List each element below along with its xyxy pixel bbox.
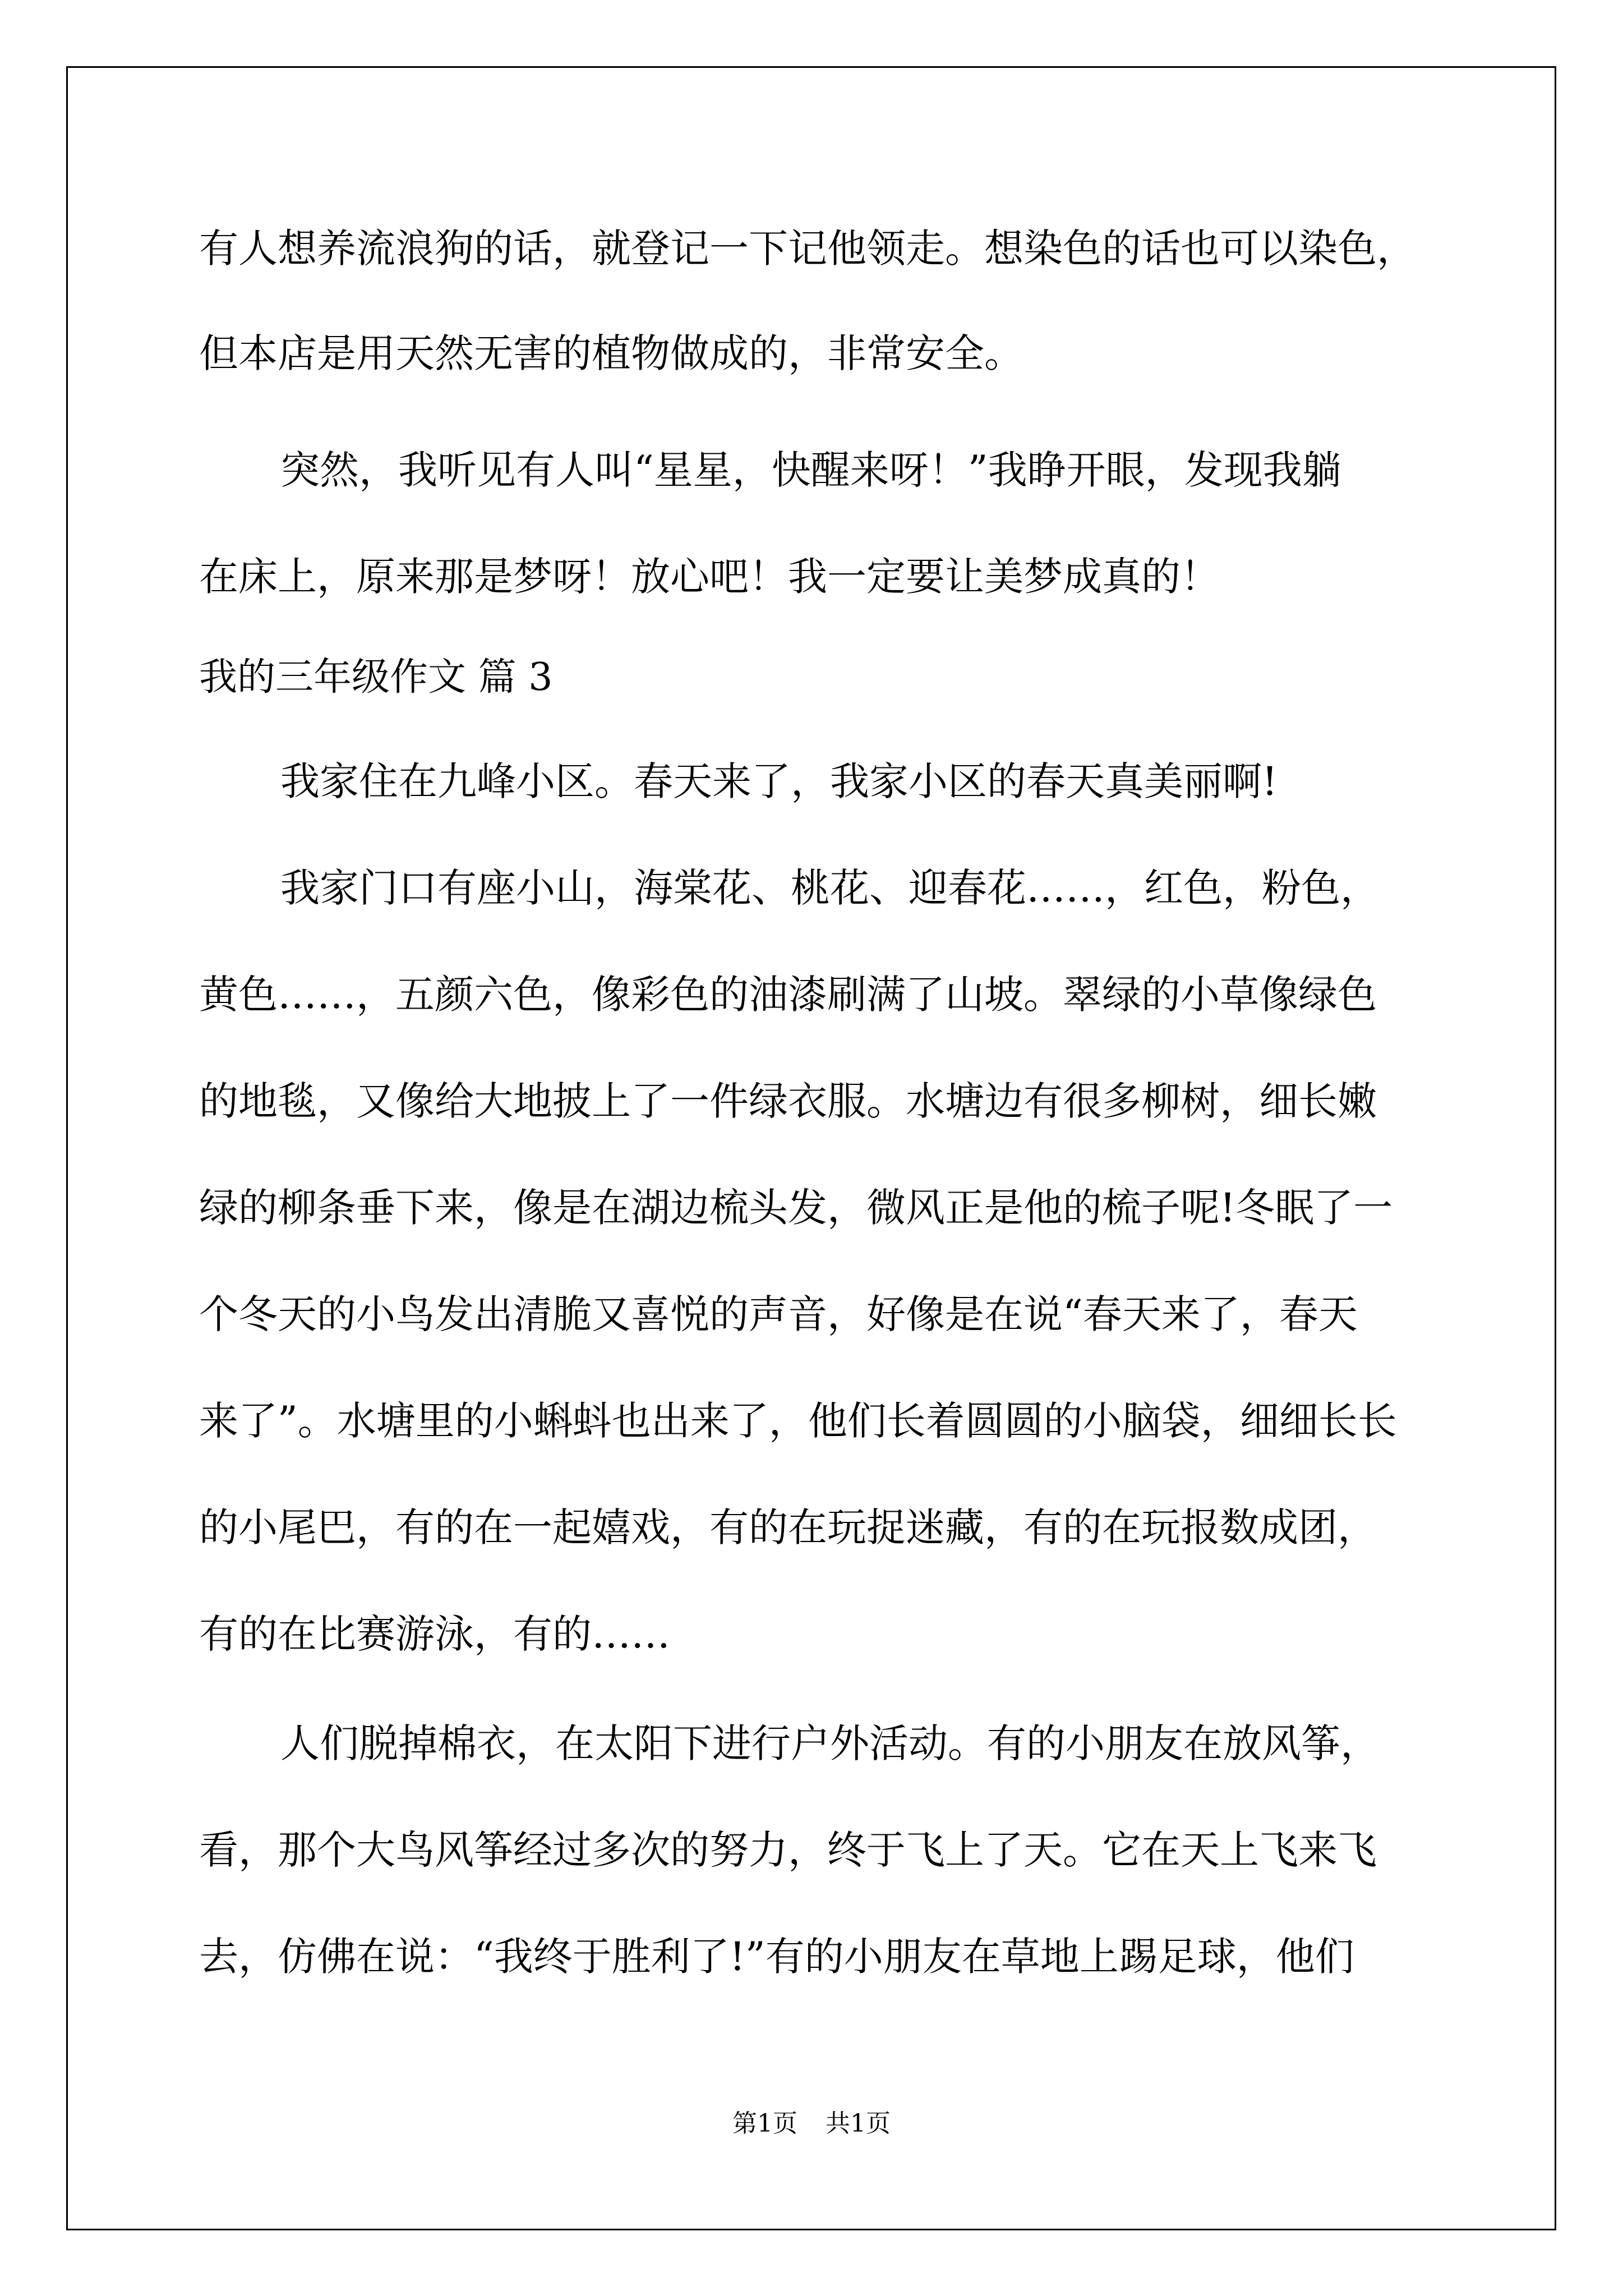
page-number: 第1页 [732,2109,797,2138]
text-line: 看，那个大鸟风筝经过多次的努力，终于飞上了天。它在天上飞来飞 [199,1827,1377,1873]
text-line: 黄色……，五颜六色，像彩色的油漆刷满了山坡。翠绿的小草像绿色 [199,972,1377,1018]
section-heading: 我的三年级作文 篇 3 [199,655,553,700]
text-line: 个冬天的小鸟发出清脆又喜悦的声音，好像是在说“春天来了，春天 [199,1291,1358,1337]
paragraph-first-line: 我家门口有座小山，海棠花、桃花、迎春花……，红色，粉色， [280,865,1380,911]
text-line: 去，仿佛在说：“我终于胜利了!”有的小朋友在草地上踢足球，他们 [199,1934,1354,1980]
text-line: 但本店是用天然无害的植物做成的，非常安全。 [199,330,1023,376]
text-line: 的地毯，又像给大地披上了一件绿衣服。水塘边有很多柳树，细长嫩 [199,1078,1377,1124]
paragraph-first-line: 突然，我听见有人叫“星星，快醒来呀！”我睁开眼，发现我躺 [280,447,1341,493]
text-line: 在床上，原来那是梦呀！放心吧！我一定要让美梦成真的！ [199,554,1220,600]
paragraph-first-line: 人们脱掉棉衣，在太阳下进行户外活动。有的小朋友在放风筝， [280,1720,1380,1766]
text-line: 绿的柳条垂下来，像是在湖边梳头发，微风正是他的梳子呢!冬眠了一 [199,1185,1393,1231]
text-line: 有的在比赛游泳，有的…… [199,1611,670,1657]
page-footer [0,2108,1623,2139]
text-line: 有人想养流浪狗的话，就登记一下记他领走。想染色的话也可以染色， [199,226,1416,272]
text-line: 来了”。水塘里的小蝌蚪也出来了，他们长着圆圆的小脑袋，细细长长 [199,1398,1397,1444]
page-border [66,66,1556,2230]
paragraph-first-line: 我家住在九峰小区。春天来了，我家小区的春天真美丽啊! [280,758,1278,804]
page-total: 共1页 [826,2109,891,2138]
text-line: 的小尾巴，有的在一起嬉戏，有的在玩捉迷藏，有的在玩报数成团， [199,1504,1377,1550]
